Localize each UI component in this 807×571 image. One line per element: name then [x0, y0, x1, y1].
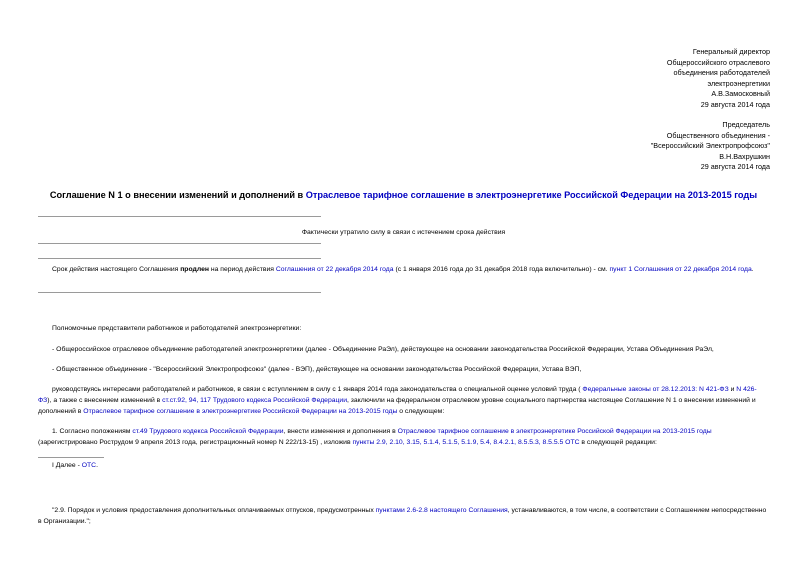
tariff-agreement-link[interactable]: Отраслевое тарифное соглашение в электроэнергетике Российской Федерации на 2013-2015 годы [397, 428, 712, 435]
text-segment: ), а также с внесением изменений в [47, 397, 163, 404]
signatory-union-block [651, 120, 770, 173]
divider [38, 258, 321, 259]
signatory-line: электроэнергетики [707, 78, 770, 88]
text-segment: 1. Согласно положениям [52, 428, 133, 435]
status-note: Фактически утратило силу в связи с истечением срока действия [301, 229, 506, 236]
signatory-line: Общероссийского отраслевого [666, 57, 770, 67]
law-421-link[interactable]: Федеральные законы от 28.12.2013: N 421-ФЗ [582, 386, 729, 393]
signatory-employers-block [667, 47, 770, 111]
text-segment: , заключили на федеральном отраслевом уровне социального партнерства настоящее Соглашение N 1 о внесении изменений и дополнений в [38, 397, 756, 415]
ots-link[interactable]: ОТС [81, 462, 97, 469]
paragraph-rael: - Общероссийское отраслевое объединение работодателей электроэнергетики (далее - Объединение РаЭл), действующее на основании законодательства Российской Федерации, Устава Объединения РаЭл, [52, 346, 714, 353]
text-segment: (зарегистрировано Рострудом 9 апреля 2013 года, регистрационный номер N 222/13-15) , изложив [38, 439, 353, 446]
points-list-link[interactable]: пункты 2.9, 2.10, 3.15, 5.1.4, 5.1.5, 5.1.9, 5.4, 8.4.2.1, 8.5.5.3, 8.5.5.5 ОТС [352, 439, 580, 446]
text-segment: , устанавливаются, в том числе, в соответствии с Соглашением непосредственно в Организации."; [38, 507, 767, 525]
paragraph-vep: - Общественное объединение - "Всероссийский Электропрофсоюз" (далее - ВЭП), действующее на основании законодательства Российской Федерации, Устава ВЭП, [52, 366, 582, 373]
signatory-line: "Всероссийский Электропрофсоюз" [650, 141, 770, 151]
signatory-date: 29 августа 2014 года [700, 99, 770, 109]
text-segment: I Далее - [52, 462, 82, 469]
signatory-line: Генеральный директор [692, 47, 770, 56]
point-1-link[interactable]: пункт 1 Соглашения от 22 декабря 2014 года [609, 266, 752, 273]
document-title [0, 190, 807, 200]
bold-text: продлен [180, 266, 209, 273]
divider [38, 292, 321, 293]
labor-code-art49-link[interactable]: ст.49 Трудового кодекса Российской Федерации [132, 428, 284, 435]
text-segment: . [96, 462, 98, 469]
points-2-6-2-8-link[interactable]: пунктами 2.6-2.8 настоящего Соглашения [375, 507, 508, 514]
text-segment: и [728, 386, 737, 393]
paragraph-guided [38, 384, 770, 417]
title-agreement-link[interactable]: Отраслевое тарифное соглашение в электроэнергетике Российской Федерации на 2013-2015 годы [305, 190, 758, 200]
text-segment: руководствуясь интересами работодателей и работников, в связи с вступлением в силу с 1 января 2014 года законодательства о специальной оценке условий труда ( [52, 386, 583, 393]
text-segment: , внести изменения и дополнения в [283, 428, 398, 435]
signatory-date: 29 августа 2014 года [700, 162, 770, 172]
divider [38, 216, 321, 217]
signatory-name: А.В.Замосковный [711, 89, 770, 99]
text-segment: о следующем: [397, 408, 445, 415]
footnote-divider [38, 457, 104, 458]
signatory-name: В.Н.Вахрушкин [719, 151, 770, 161]
text-segment: . [751, 266, 754, 273]
agreement-2014-link[interactable]: Соглашения от 22 декабря 2014 года [275, 266, 394, 273]
text-segment: (с 1 января 2016 года до 31 декабря 2018 года включительно) - см. [393, 266, 610, 273]
paragraph-representatives: Полномочные представители работников и работодателей электроэнергетики: [52, 325, 302, 332]
text-segment: "2.9. Порядок и условия предоставления дополнительных оплачиваемых отпусков, предусмотренных [52, 507, 376, 514]
labor-code-articles-link[interactable]: ст.ст.92, 94, 117 Трудового кодекса Российской Федерации [162, 397, 347, 404]
footnote [52, 460, 352, 471]
law-426-link[interactable]: N 426-ФЗ [38, 386, 757, 404]
signatory-line: Общественного объединения - [666, 130, 770, 140]
text-segment: Срок действия настоящего Соглашения [52, 266, 181, 273]
paragraph-2-9 [38, 505, 770, 527]
text-segment: в следующей редакции: [579, 439, 657, 446]
text-segment: на период действия [208, 266, 276, 273]
signatory-line: Председатель [722, 120, 770, 129]
title-text: Соглашение N 1 о внесении изменений и дополнений в [49, 190, 306, 200]
divider [38, 243, 321, 244]
validity-note [38, 264, 770, 275]
paragraph-item-1 [38, 426, 770, 448]
signatory-line: объединения работодателей [673, 68, 770, 78]
tariff-agreement-link[interactable]: Отраслевое тарифное соглашение в электроэнергетике Российской Федерации на 2013-2015 годы [83, 408, 398, 415]
